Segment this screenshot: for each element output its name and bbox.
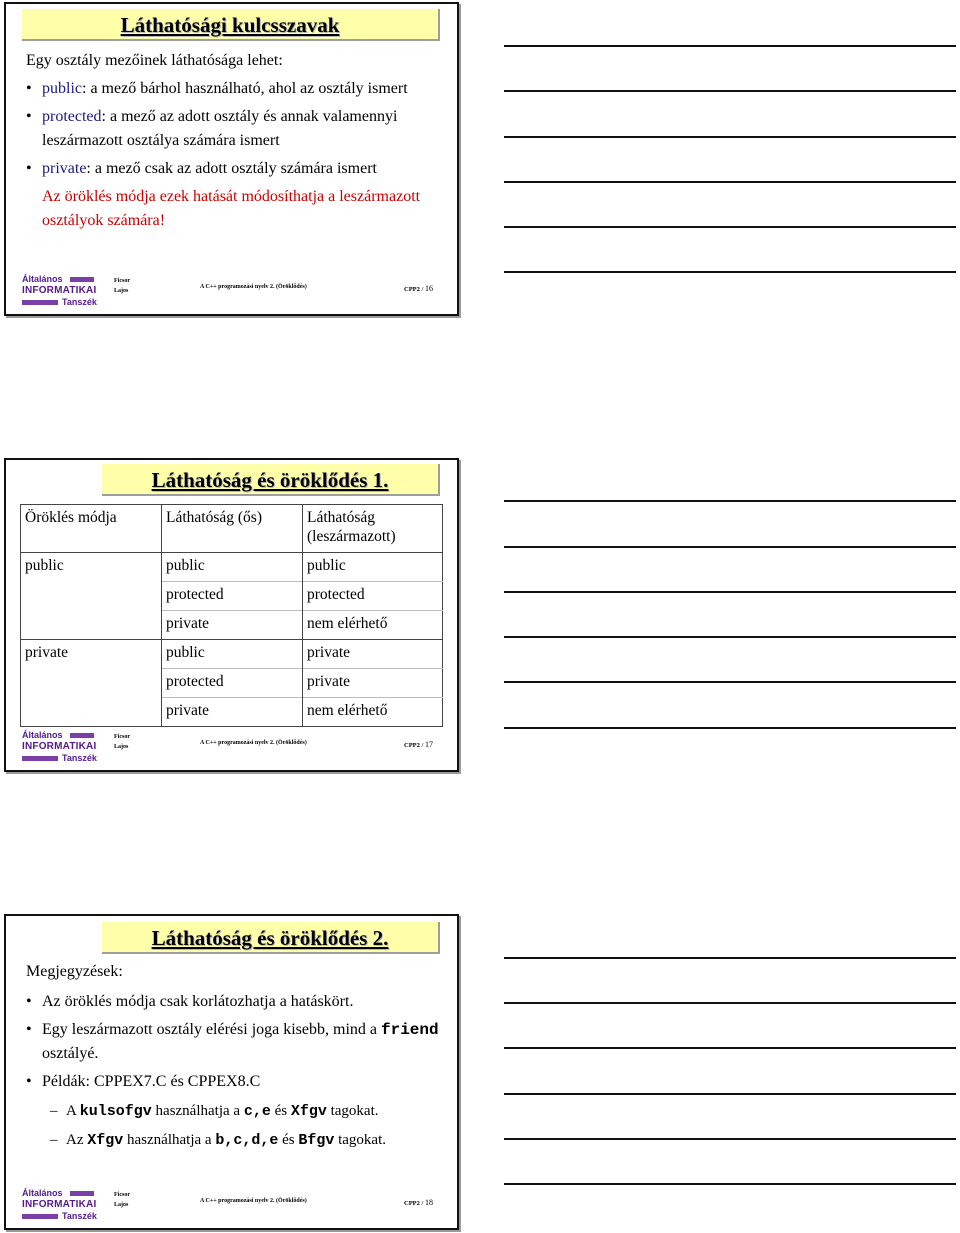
bullet-private [26, 157, 443, 181]
base-cell: protected [162, 669, 303, 698]
logo-line2: INFORMATIKAI [22, 741, 97, 752]
code-members: b,c,d,e [215, 1132, 279, 1149]
slide-17 [4, 458, 459, 772]
keyword: public [42, 80, 82, 97]
page-number [404, 740, 433, 749]
logo-bar [22, 756, 58, 761]
code-kulsofgv: kulsofgv [79, 1103, 152, 1120]
note-line [504, 957, 956, 959]
slide-content [26, 49, 443, 233]
logo-line1: Általános [22, 1188, 63, 1198]
slide-16 [4, 2, 459, 316]
department-logo [22, 274, 97, 308]
bullet-text: : a mező csak az adott osztály számára ismert [86, 160, 377, 177]
note-line [504, 1183, 956, 1185]
sub-text: tagokat. [338, 1132, 386, 1148]
page-num: 18 [424, 1198, 433, 1207]
note-line [504, 90, 956, 92]
notes-heading: Megjegyzések: [26, 963, 123, 980]
bullet-icon: • [26, 160, 32, 177]
department-logo [22, 1188, 97, 1222]
note-line [504, 1002, 956, 1004]
sub-text: használhatja a [155, 1103, 241, 1119]
derived-cell: private [303, 640, 443, 669]
course-title: A C++ programozási nyelv 2. (Öröklődés) [200, 740, 307, 746]
note-line [504, 1138, 956, 1140]
author [114, 1190, 130, 1210]
sub-text: és [274, 1103, 288, 1119]
bullet-icon: • [26, 1021, 32, 1038]
bullet-item [26, 990, 443, 1014]
logo-line1: Általános [22, 274, 63, 284]
note-line [504, 636, 956, 638]
header-base: Láthatóság (ős) [162, 505, 303, 553]
logo-line3: Tanszék [62, 753, 97, 763]
page-number [404, 284, 433, 293]
derived-cell: private [303, 669, 443, 698]
bullet-text: Egy leszármazott osztály elérési joga kisebb, mind a [42, 1021, 377, 1038]
sub-text: és [282, 1132, 295, 1148]
keyword: private [42, 160, 87, 177]
table-row [21, 553, 443, 582]
keyword: protected [42, 108, 102, 125]
course-title: A C++ programozási nyelv 2. (Öröklődés) [200, 1198, 307, 1204]
code-friend: friend [381, 1021, 439, 1039]
page-num: 17 [424, 740, 433, 749]
slide-footer [6, 274, 457, 310]
logo-line2: INFORMATIKAI [22, 285, 97, 296]
note-text [26, 185, 443, 233]
logo-bar [70, 1191, 94, 1196]
page-code: CPP2 / [404, 1200, 424, 1207]
note-line [504, 271, 956, 273]
base-cell: public [162, 640, 303, 669]
bullet-public [26, 77, 443, 101]
author-last: Lajos [114, 288, 129, 294]
slide-content [26, 960, 443, 1152]
sub-text: A [66, 1103, 77, 1119]
note-line [504, 226, 956, 228]
base-cell: private [162, 698, 303, 727]
intro-text: Egy osztály mezőinek láthatósága lehet: [26, 52, 283, 69]
note-line [504, 681, 956, 683]
table-row [21, 640, 443, 669]
code-xfgv: Xfgv [87, 1132, 124, 1149]
bullet-text: Példák: CPPEX7.C és CPPEX8.C [42, 1073, 261, 1090]
note-line [504, 1047, 956, 1049]
note-line [504, 136, 956, 138]
header-mode: Öröklés módja [21, 505, 162, 553]
code-bfgv: Bfgv [298, 1132, 335, 1149]
derived-cell: public [307, 557, 346, 574]
note-line [504, 727, 956, 729]
bullet-protected [26, 105, 443, 153]
bullet-text: : a mező az adott osztály és annak valamennyi leszármazott osztálya számára ismert [42, 108, 398, 149]
sub-text: használhatja a [127, 1132, 212, 1148]
header-derived: Láthatóság (leszármazott) [303, 505, 443, 553]
slide-footer [6, 730, 457, 766]
author [114, 732, 130, 752]
mode-cell: private [21, 640, 162, 727]
code-xfgv: Xfgv [290, 1103, 327, 1120]
logo-bar [70, 277, 94, 282]
sub-text: tagokat. [330, 1103, 379, 1119]
slide-18 [4, 914, 459, 1230]
code-members: c,e [243, 1103, 271, 1120]
bullet-icon: • [26, 80, 32, 97]
bullet-icon: • [26, 1073, 32, 1090]
logo-bar [22, 300, 58, 305]
base-cell: protected [162, 582, 303, 611]
slide-title: Láthatóság és öröklődés 2. [102, 922, 440, 954]
bullet-text: Az öröklés módja csak korlátozhatja a hatáskört. [42, 993, 354, 1010]
author-first: Ficsor [114, 278, 130, 284]
logo-line2: INFORMATIKAI [22, 1199, 97, 1210]
base-cell: public [162, 553, 303, 582]
note-line [504, 500, 956, 502]
page-code: CPP2 / [404, 286, 424, 293]
derived-cell: nem elérhető [303, 611, 443, 640]
base-cell: private [162, 611, 303, 640]
note-line [504, 181, 956, 183]
visibility-table [20, 504, 443, 727]
sub-text: Az [66, 1132, 84, 1148]
author-first: Ficsor [114, 734, 130, 740]
table-header-row [21, 505, 443, 553]
department-logo [22, 730, 97, 764]
derived-cell: nem elérhető [303, 698, 443, 727]
note-line [504, 1093, 956, 1095]
note-line [504, 546, 956, 548]
slide-title: Láthatóság és öröklődés 1. [102, 464, 440, 496]
author-last: Lajos [114, 1202, 129, 1208]
author [114, 276, 130, 296]
logo-bar [70, 733, 94, 738]
dash-icon: – [50, 1103, 58, 1119]
page-code: CPP2 / [404, 742, 424, 749]
logo-bar [22, 1214, 58, 1219]
bullet-icon: • [26, 108, 32, 125]
bullet-item [26, 1018, 443, 1066]
page-number [404, 1198, 433, 1207]
page-num: 16 [424, 284, 433, 293]
note-label: Az öröklés módja ezek hatását módosíthatja a leszármazott osztályok számára! [42, 188, 421, 229]
author-first: Ficsor [114, 1192, 130, 1198]
bullet-item [26, 1070, 443, 1094]
logo-line3: Tanszék [62, 1211, 97, 1221]
sub-item [26, 1129, 443, 1152]
bullet-icon: • [26, 993, 32, 1010]
note-line [504, 591, 956, 593]
slide-title: Láthatósági kulcsszavak [22, 9, 440, 41]
mode-cell: public [21, 553, 162, 640]
dash-icon: – [50, 1132, 58, 1148]
author-last: Lajos [114, 744, 129, 750]
logo-line1: Általános [22, 730, 63, 740]
slide-footer [6, 1188, 457, 1224]
course-title: A C++ programozási nyelv 2. (Öröklődés) [200, 284, 307, 290]
bullet-text: : a mező bárhol használható, ahol az osztály ismert [82, 80, 408, 97]
derived-cell: protected [303, 582, 443, 611]
note-line [504, 45, 956, 47]
bullet-text-end: osztályé. [42, 1045, 99, 1062]
sub-item [26, 1100, 443, 1123]
logo-line3: Tanszék [62, 297, 97, 307]
